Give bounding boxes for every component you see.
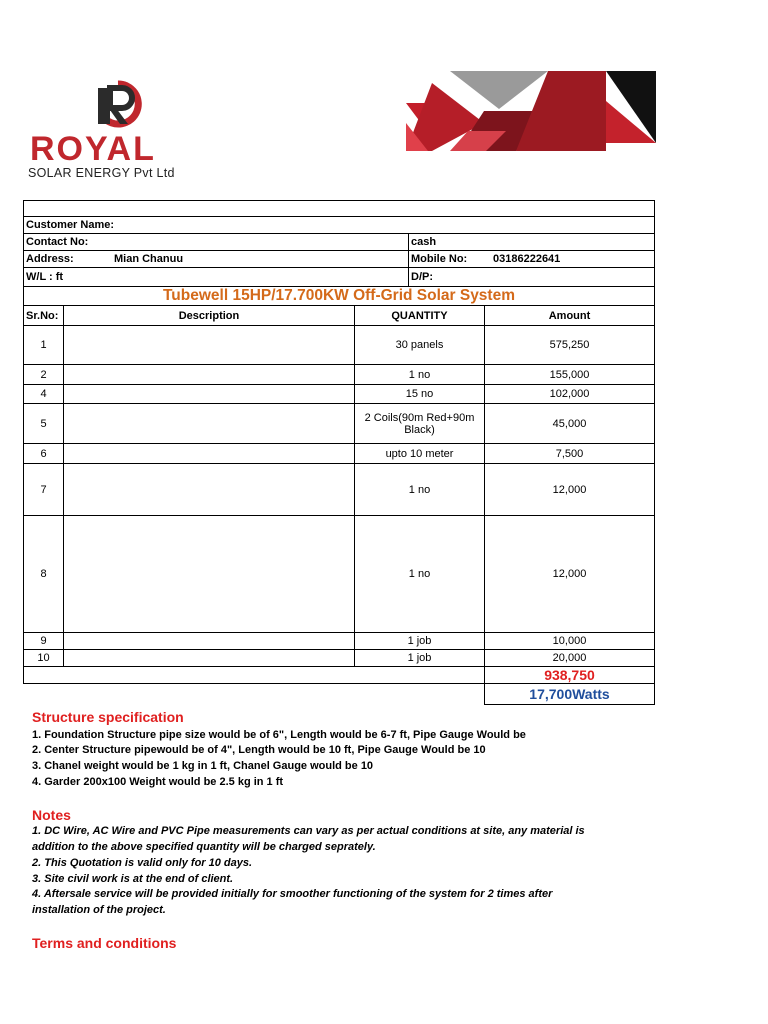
structure-line: 3. Chanel weight would be 1 kg in 1 ft, Chanel Gauge would be 10	[32, 760, 374, 772]
decorative-banner-graphic	[406, 71, 656, 153]
watts-row	[23, 683, 655, 705]
note-line: 1. DC Wire, AC Wire and PVC Pipe measurements can vary as per actual conditions at site, any material is	[32, 825, 585, 837]
structure-line: 1. Foundation Structure pipe size would be of 6", Length would be 6-7 ft, Pipe Gauge Would be	[32, 729, 526, 741]
blank-row	[23, 200, 655, 217]
col-header-description: Description	[63, 305, 355, 326]
description-cell	[63, 364, 355, 385]
description-cell	[63, 443, 355, 464]
description-cell	[63, 515, 355, 633]
royal-r-logo-icon	[94, 80, 150, 128]
terms-heading: Terms and conditions	[32, 935, 177, 951]
wl-row	[23, 267, 655, 287]
mobile-value: 03186222641	[493, 253, 561, 265]
customer-name-row	[23, 216, 655, 234]
table-header	[23, 305, 655, 326]
col-header-quantity: QUANTITY	[354, 305, 485, 326]
brand-name: ROYAL	[30, 130, 156, 168]
table-row: 7 1 no 12,000	[23, 463, 655, 516]
total-watts: 17,700Watts	[484, 683, 655, 705]
table-row: 2 1 no 155,000	[23, 364, 655, 385]
structure-line: 4. Garder 200x100 Weight would be 2.5 kg in 1 ft	[32, 776, 284, 788]
note-line: 3. Site civil work is at the end of client.	[32, 873, 234, 885]
description-cell	[63, 649, 355, 667]
structure-heading: Structure specification	[32, 709, 184, 725]
mobile-label: Mobile No:	[411, 253, 468, 265]
system-title: Tubewell 15HP/17.700KW Off-Grid Solar System	[23, 286, 655, 306]
note-line: 4. Aftersale service will be provided initially for smoother functioning of the system for 2 times after	[32, 888, 553, 900]
wl-label: W/L : ft	[23, 267, 409, 287]
description-cell	[63, 632, 355, 650]
total-row	[23, 666, 655, 684]
description-cell	[63, 463, 355, 516]
table-row: 10 1 job 20,000	[23, 649, 655, 667]
table-row: 6 upto 10 meter 7,500	[23, 443, 655, 464]
payment-mode: cash	[408, 233, 655, 251]
structure-line: 2. Center Structure pipewould be of 4", Length would be 10 ft, Pipe Gauge Would be 10	[32, 744, 486, 756]
notes-heading: Notes	[32, 807, 71, 823]
address-label: Address:	[26, 253, 74, 265]
customer-name-label: Customer Name:	[23, 216, 655, 234]
contact-label: Contact No:	[23, 233, 409, 251]
table-row: 5 2 Coils(90m Red+90m Black) 45,000	[23, 403, 655, 444]
note-line: addition to the above specified quantity will be charged seprately.	[32, 841, 376, 853]
col-header-srno: Sr.No:	[23, 305, 64, 326]
note-line: 2. This Quotation is valid only for 10 days.	[32, 857, 253, 869]
address-value: Mian Chanuu	[114, 253, 184, 265]
contact-row	[23, 233, 655, 251]
description-cell	[63, 384, 355, 404]
company-logo	[28, 80, 228, 190]
brand-subtitle: SOLAR ENERGY Pvt Ltd	[28, 166, 175, 180]
col-header-amount: Amount	[484, 305, 655, 326]
table-row: 8 1 no 12,000	[23, 515, 655, 633]
dp-label: D/P:	[408, 267, 655, 287]
description-cell	[63, 403, 355, 444]
note-line: installation of the project.	[32, 904, 166, 916]
grand-total: 938,750	[484, 666, 655, 684]
description-cell	[63, 325, 355, 365]
address-row	[23, 250, 655, 268]
table-row: 1 30 panels 575,250	[23, 325, 655, 365]
table-row: 4 15 no 102,000	[23, 384, 655, 404]
table-row: 9 1 job 10,000	[23, 632, 655, 650]
